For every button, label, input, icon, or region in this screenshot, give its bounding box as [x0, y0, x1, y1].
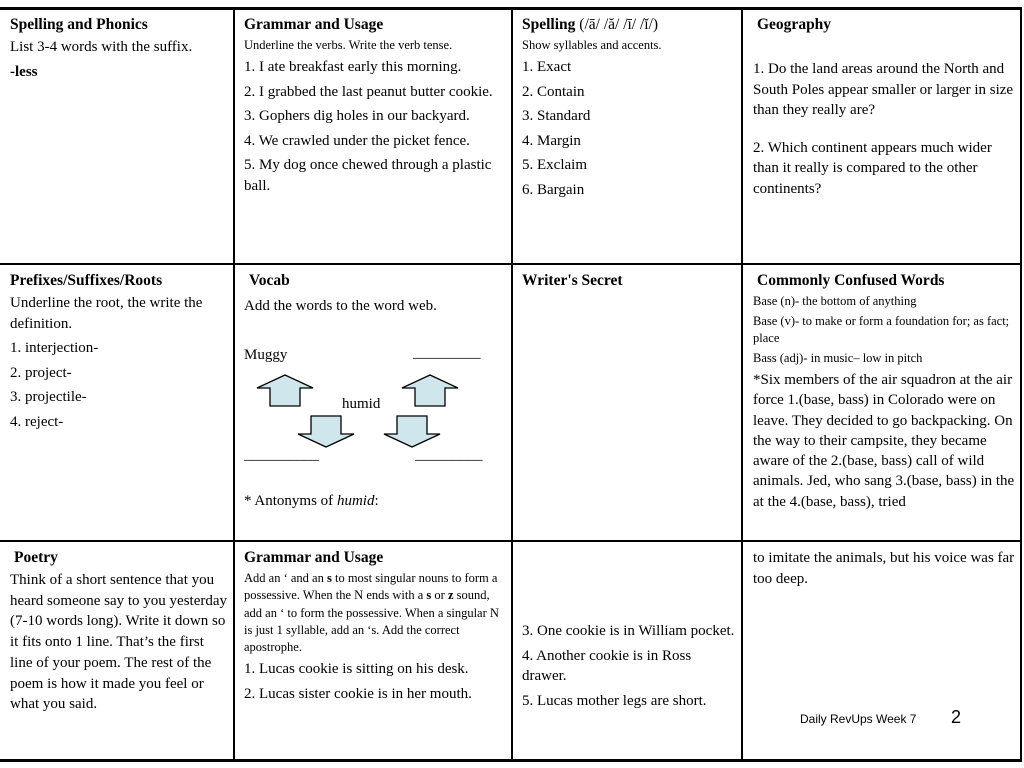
arrow-down-icon: [382, 414, 442, 448]
vocab-title: Vocab: [249, 272, 290, 289]
prefixes-title: Prefixes/Suffixes/Roots: [10, 272, 163, 289]
vocab-center-word: humid: [342, 396, 381, 412]
confused-passage: *Six members of the air squadron at the air force 1.(base, bass) in Colorado were on leave. They decided to go backpacking. On the way to their campsite, they became aware of the 2.(base, bass) call of wild animals. Jed, who sang 3.(base, bass) in the at the 4.(base, bass), tried: [753, 372, 1015, 510]
grammar-usage-title: Grammar and Usage: [244, 549, 384, 566]
list-item: 5. My dog once chewed through a plastic ball.: [244, 157, 492, 194]
geography-question-2: 2. Which continent appears much wider than it really is compared to the other continents?: [753, 139, 992, 197]
geography-title: Geography: [757, 16, 832, 33]
possessive-sentence-list: [522, 621, 736, 711]
page-number: 2: [951, 707, 962, 727]
list-item: 6. Bargain: [522, 181, 585, 198]
list-item: 2. project-: [10, 364, 72, 381]
vocab-cell: [235, 265, 511, 540]
list-item: 4. Another cookie is in Ross drawer.: [522, 647, 692, 684]
spelling-title: Spelling (/ā/ /ă/ /ī/ /ĭ/): [522, 16, 659, 33]
definition-base-verb: Base (v)- to make or form a foundation for; as fact; place: [753, 314, 1010, 345]
geography-question-1: 1. Do the land areas around the North and South Poles appear smaller or larger in size than they really are?: [753, 61, 1014, 118]
arrow-up-icon: [255, 374, 315, 408]
geography-cell: [753, 15, 1018, 260]
list-item: 3. One cookie is in William pocket.: [522, 623, 735, 639]
list-item: 1. Exact: [522, 59, 572, 75]
poetry-instructions: Think of a short sentence that you heard someone say to you yesterday (7-10 words long). Write it down so it fits onto 1 line. That’s the first line of your poem. The rest of the poem is how it made you feel or what you said.: [10, 572, 228, 713]
list-item: 1. Lucas cookie is sitting on his desk.: [244, 661, 469, 678]
list-item: 3. projectile-: [10, 389, 87, 405]
row-divider: [0, 263, 1022, 265]
list-item: 3. Standard: [522, 108, 591, 124]
grammar-usage-title: Grammar and Usage: [244, 16, 384, 33]
list-item: 2. I grabbed the last peanut butter cookie.: [244, 83, 493, 100]
writers-secret-title: Writer's Secret: [522, 272, 623, 289]
column-divider: [741, 7, 743, 762]
row-divider: [0, 540, 1022, 542]
confused-passage-continued: to imitate the animals, but his voice was far too deep.: [753, 550, 1015, 587]
grammar-usage-instruction: Underline the verbs. Write the verb tense.: [244, 38, 453, 52]
list-item: 3. Gophers dig holes in our backyard.: [244, 108, 470, 124]
suffix-label: -less: [10, 63, 38, 80]
vocab-instruction: Add the words to the word web.: [244, 298, 437, 314]
grammar-usage-possessive-cell: [244, 548, 508, 753]
grammar-usage-cell: [244, 15, 506, 261]
grammar-sentence-list: [244, 57, 506, 196]
possessive-sentence-list: [244, 659, 508, 704]
roots-word-list: [10, 338, 228, 432]
spelling-phonics-title: Spelling and Phonics: [10, 16, 148, 33]
footer-label: Daily RevUps Week 7: [800, 712, 917, 726]
spelling-phonics-cell: [10, 15, 228, 260]
vocab-blank-bottom-right: _________: [415, 447, 483, 463]
arrow-up-icon: [400, 374, 460, 408]
possessive-instruction: Add an ‘ and an s to most singular nouns to form a possessive. When the N ends with a s or z sound, add an ‘ to form the possessive. When a singular N is just 1 syllable, add an ‘s. Add the correct apostrophe.: [244, 571, 499, 655]
spelling-sounds: (/ā/ /ă/ /ī/ /ĭ/): [579, 16, 659, 33]
list-item: 5. Exclaim: [522, 157, 587, 173]
vocab-blank-top-right: _________: [413, 345, 481, 361]
confused-title: Commonly Confused Words: [757, 272, 945, 289]
arrow-down-icon: [296, 414, 356, 448]
list-item: 2. Contain: [522, 83, 585, 100]
spelling-instruction: Show syllables and accents.: [522, 38, 662, 52]
list-item: 2. Lucas sister cookie is in her mouth.: [244, 685, 472, 702]
prefixes-instruction: Underline the root, the write the definition.: [10, 295, 203, 332]
list-item: 1. interjection-: [10, 340, 99, 356]
spelling-word-list: [522, 57, 737, 200]
vocab-blank-bottom-left: __________: [244, 447, 319, 463]
definition-base-noun: Base (n)- the bottom of anything: [753, 294, 917, 308]
prefixes-suffixes-roots-cell: [10, 271, 228, 537]
list-item: 1. I ate breakfast early this morning.: [244, 59, 462, 75]
column-divider: [511, 7, 513, 762]
list-item: 4. We crawled under the picket fence.: [244, 132, 470, 149]
spelling-cell: [522, 15, 737, 260]
writers-secret-cell: [522, 271, 737, 537]
confused-passage-continued-cell: [753, 548, 1018, 608]
writers-secret-continued: [522, 621, 736, 755]
definition-bass-adj: Bass (adj)- in music– low in pitch: [753, 351, 923, 365]
commonly-confused-cell: [753, 271, 1018, 538]
list-item: 4. reject-: [10, 413, 64, 430]
list-item: 5. Lucas mother legs are short.: [522, 692, 707, 709]
vocab-word-muggy: Muggy: [244, 347, 288, 363]
spelling-phonics-instruction: List 3-4 words with the suffix.: [10, 39, 193, 55]
poetry-cell: [10, 548, 228, 753]
list-item: 4. Margin: [522, 132, 581, 149]
poetry-title: Poetry: [14, 549, 58, 566]
vocab-antonyms-prompt: * Antonyms of humid:: [244, 493, 379, 509]
